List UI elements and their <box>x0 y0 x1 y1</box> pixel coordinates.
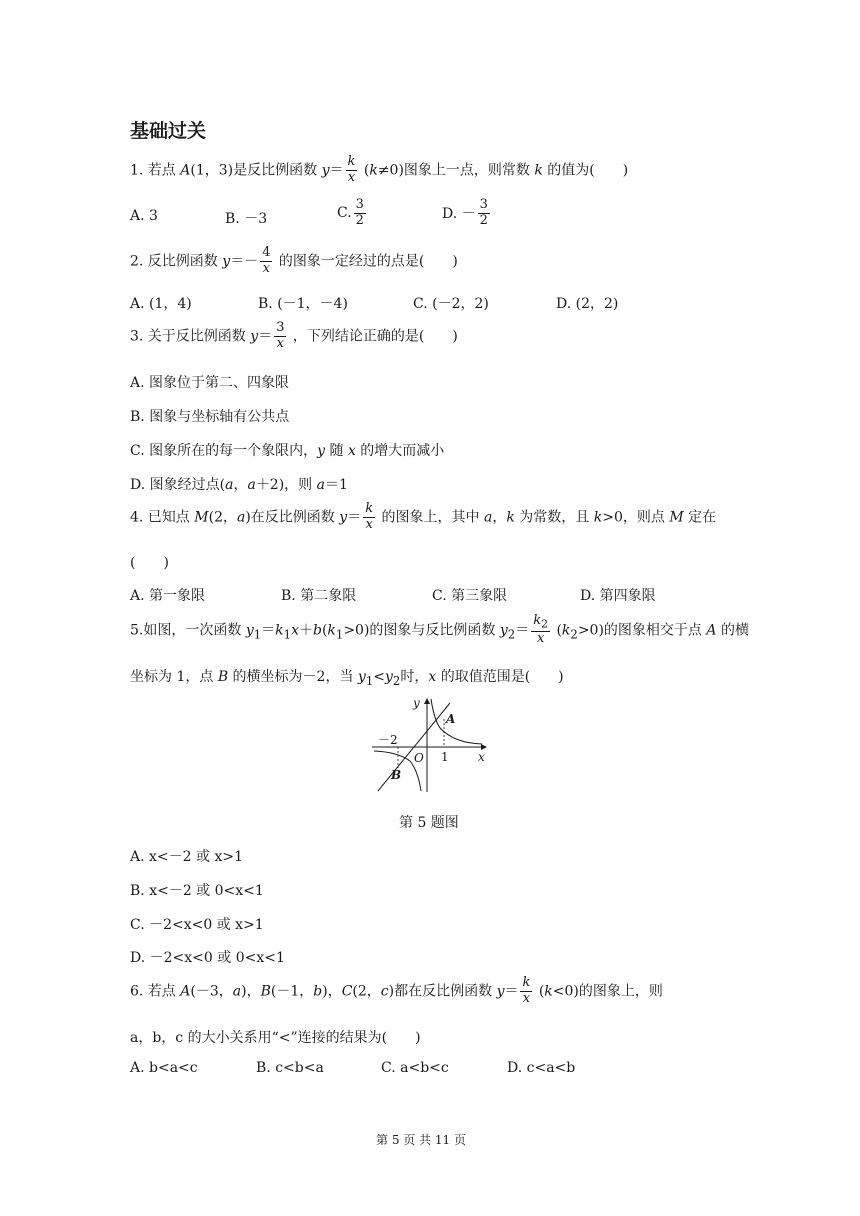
q6-option-a[interactable]: A. b<a<c <box>130 1060 198 1076</box>
q1-option-c[interactable]: C. $\frac{3}{2}$ <box>337 197 364 228</box>
q2-option-b[interactable]: B. (－1，－4) <box>258 296 348 312</box>
q1-option-b[interactable]: B. －3 <box>225 211 268 227</box>
question-6-stem-line2: a，b，c 的大小关系用“<”连接的结果为( ) <box>130 1030 421 1046</box>
q1-option-d[interactable]: D. － $\frac{3}{2}$ <box>442 197 488 228</box>
q3-option-b[interactable]: B. 图象与坐标轴有公共点 <box>130 409 290 425</box>
q6-option-c[interactable]: C. a<b<c <box>381 1060 449 1076</box>
question-5-stem-line2: 坐标为 1，点 B 的横坐标为－2，当 $y_1<y_2$时，x 的取值范围是( ) <box>130 669 564 688</box>
q2-option-d[interactable]: D. (2，2) <box>556 296 619 312</box>
section-title: 基础过关 <box>130 120 207 142</box>
q3-option-a[interactable]: A. 图象位于第二、四象限 <box>130 375 290 391</box>
label-point-b: B <box>391 768 402 782</box>
question-1-stem: 1. 若点 A(1，3)是反比例函数 y＝ $\frac{k}{x}$ (k≠0)图象上一点，则常数 k 的值为( ) <box>130 154 629 185</box>
q3-option-c[interactable]: C. 图象所在的每一个象限内，y 随 x 的增大而减小 <box>130 443 445 459</box>
q6-option-b[interactable]: B. c<b<a <box>256 1060 324 1076</box>
figure-5-caption: 第 5 题图 <box>399 815 459 831</box>
label-minus-2: －2 <box>378 733 398 747</box>
q4-option-c[interactable]: C. 第三象限 <box>432 588 508 604</box>
q5-option-a[interactable]: A. x<－2 或 x>1 <box>130 849 243 865</box>
q6-option-d[interactable]: D. c<a<b <box>507 1060 576 1076</box>
question-6-stem-line1: 6. 若点 A(－3，a)，B(－1，b)，C(2，c)都在反比例函数 y＝ $\frac{k}{x}$ (k<0)的图象上，则 <box>130 975 663 1006</box>
q4-option-b[interactable]: B. 第二象限 <box>281 588 357 604</box>
label-point-a: A <box>446 712 456 726</box>
label-1: 1 <box>441 750 449 764</box>
label-y: y <box>413 696 420 710</box>
question-2-stem: 2. 反比例函数 y＝－ $\frac{4}{x}$ 的图象一定经过的点是( ) <box>130 245 458 276</box>
fraction-k-over-x: $\frac{k}{x}$ <box>347 154 356 185</box>
hyperbola-branch-first-quadrant <box>431 699 482 744</box>
q3-option-d[interactable]: D. 图象经过点(a，a＋2)，则 a＝1 <box>130 477 348 493</box>
q2-option-c[interactable]: C. (－2，2) <box>413 296 489 312</box>
q2-option-a[interactable]: A. (1，4) <box>130 296 192 312</box>
q4-option-d[interactable]: D. 第四象限 <box>580 588 656 604</box>
q5-option-b[interactable]: B. x<－2 或 0<x<1 <box>130 883 264 899</box>
question-4-blank: ( ) <box>130 555 169 571</box>
q5-option-c[interactable]: C. －2<x<0 或 x>1 <box>130 917 264 933</box>
q5-function-graph <box>370 695 490 795</box>
question-5-stem-line1: 5.如图，一次函数 $y_1=k_1x+b(k_1>0)$的图象与反比例函数 $y_2=$ $\frac{k_2}{x}$ $(k_2>0)$的图象相交于点 A 的横 <box>130 613 749 647</box>
q5-option-d[interactable]: D. －2<x<0 或 0<x<1 <box>130 950 285 966</box>
q1-option-a[interactable]: A. 3 <box>130 208 158 224</box>
question-4-stem: 4. 已知点 M(2，a)在反比例函数 y＝ $\frac{k}{x}$ 的图象上，其中 a，k 为常数，且 k>0，则点 M 定在 <box>130 501 717 532</box>
q4-option-a[interactable]: A. 第一象限 <box>130 588 206 604</box>
label-x: x <box>478 750 485 764</box>
page-footer: 第 5 页 共 11 页 <box>376 1133 466 1147</box>
question-3-stem: 3. 关于反比例函数 y＝ $\frac{3}{x}$ ，下列结论正确的是( ) <box>130 320 458 351</box>
label-origin: O <box>414 751 424 765</box>
